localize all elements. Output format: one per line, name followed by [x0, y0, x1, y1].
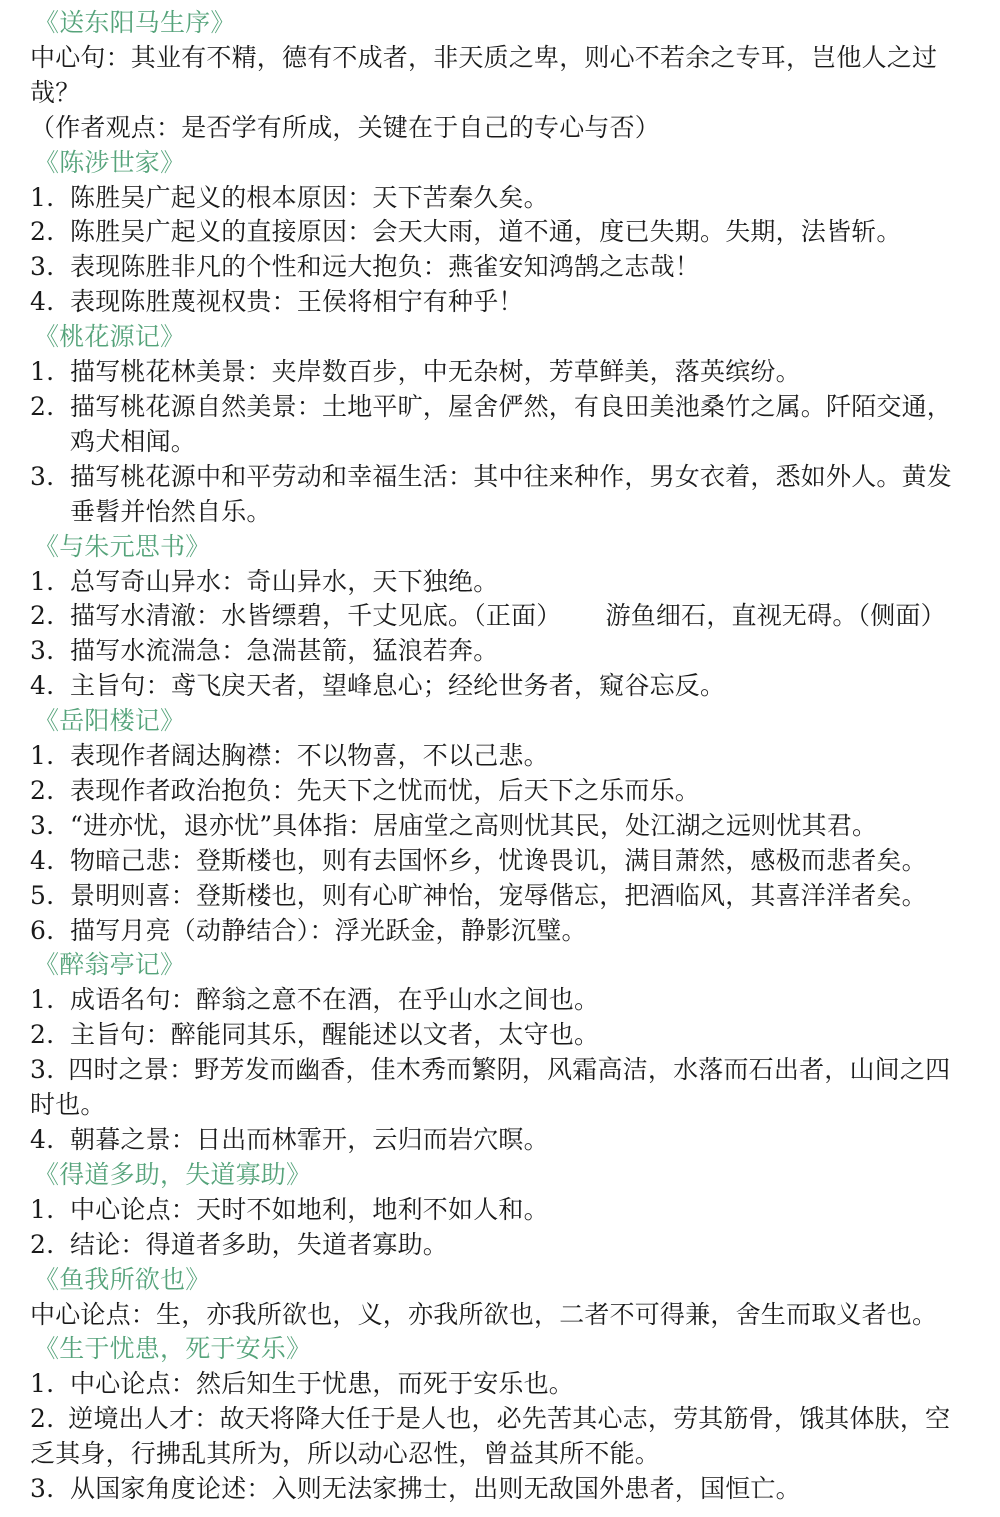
- item-number: 1.: [30, 566, 55, 596]
- item-number: 3.: [30, 252, 55, 282]
- paragraph: 中心句：其业有不精，德有不成者，非天质之卑，则心不若余之专耳，岂他人之过哉？: [30, 42, 938, 107]
- item-text: 中心论点：天时不如地利，地利不如人和。: [70, 1194, 549, 1224]
- item-number: 6.: [30, 915, 55, 945]
- item-number: 3.: [30, 461, 55, 491]
- item-text: 陈胜吴广起义的直接原因：会天大雨，道不通，度已失期。失期，法皆斩。: [70, 217, 902, 247]
- item-text: 主旨句：鸢飞戾天者，望峰息心；经纶世务者，窥谷忘反。: [70, 671, 726, 701]
- list-item: [30, 390, 970, 460]
- item-text: 景明则喜：登斯楼也，则有心旷神怡，宠辱偕忘，把酒临风，其喜洋洋者矣。: [70, 880, 927, 910]
- item-number: 5.: [30, 880, 55, 910]
- list-item: [30, 879, 970, 914]
- item-text: 物暗己悲：登斯楼也，则有去国怀乡，忧谗畏讥，满目萧然，感极而悲者矣。: [70, 845, 927, 875]
- list-item: [30, 1018, 970, 1053]
- list-item: [30, 1123, 970, 1158]
- list-item: [30, 1472, 970, 1507]
- paragraph: 中心论点：生，亦我所欲也，义，亦我所欲也，二者不可得兼，舍生而取义者也。: [30, 1299, 938, 1329]
- list-item: [30, 599, 970, 634]
- section-title: 《生于忧患，死于安乐》: [34, 1334, 312, 1364]
- item-number: 4.: [30, 287, 55, 317]
- section-title: 《与朱元思书》: [34, 531, 211, 561]
- item-text: 描写水流湍急：急湍甚箭，猛浪若奔。: [70, 636, 499, 666]
- item-text-main: 描写水清澈：水皆缥碧，千丈见底。（正面）: [70, 601, 562, 631]
- item-text: 从国家角度论述：入则无法家拂士，出则无敌国外患者，国恒亡。: [70, 1474, 801, 1504]
- item-text: 表现作者阔达胸襟：不以物喜，不以己悲。: [70, 741, 549, 771]
- item-number: 4.: [30, 1125, 55, 1154]
- item-text: 描写月亮（动静结合）：浮光跃金，静影沉璧。: [70, 915, 587, 945]
- list-item: [30, 1228, 970, 1263]
- item-text: “进亦忧，退亦忧”具体指：居庙堂之高则忧其民，处江湖之远则忧其君。: [70, 810, 878, 840]
- item-number: 2.: [30, 217, 55, 247]
- item-text: 逆境出人才：故天将降大任于是人也，必先苦其心志，劳其筋骨，饿其体肤，空乏其身，行拂乱其所为，所以动心忍性，曾益其所不能。: [30, 1404, 951, 1469]
- item-number: 3.: [30, 636, 55, 666]
- item-text-extra: 游鱼细石，直视无碍。（侧面）: [605, 601, 946, 631]
- list-item: [30, 460, 970, 530]
- item-text: 四时之景：野芳发而幽香，佳木秀而繁阴，风霜高洁，水落而石出者，山间之四时也。: [30, 1055, 951, 1120]
- list-item: [30, 565, 970, 600]
- list-item: [30, 809, 970, 844]
- item-number: 4.: [30, 671, 55, 701]
- item-text: 结论：得道者多助，失道者寡助。: [70, 1229, 449, 1259]
- item-number: 2.: [30, 775, 55, 805]
- item-number: 3.: [30, 810, 55, 840]
- list-item: [30, 1053, 970, 1123]
- item-number: 2.: [30, 391, 55, 421]
- item-number: 1.: [30, 985, 55, 1015]
- list-item: [30, 669, 970, 704]
- item-text: 成语名句：醉翁之意不在酒，在乎山水之间也。: [70, 985, 600, 1015]
- item-text: 描写桃花林美景：夹岸数百步，中无杂树，芳草鲜美，落英缤纷。: [70, 357, 801, 387]
- item-number: 3.: [30, 1474, 55, 1504]
- item-text: 中心论点：然后知生于忧患，而死于安乐也。: [70, 1369, 575, 1399]
- item-number: 1.: [30, 1194, 55, 1224]
- item-number: 2.: [30, 1404, 55, 1434]
- item-text: 描写桃花源自然美景：土地平旷，屋舍俨然，有良田美池桑竹之属。阡陌交通，鸡犬相闻。: [70, 391, 953, 456]
- list-item: [30, 844, 970, 879]
- list-item: [30, 250, 970, 285]
- item-number: 1.: [30, 1369, 55, 1399]
- item-text: 陈胜吴广起义的根本原因：天下苦秦久矣。: [70, 182, 549, 212]
- list-item: [30, 355, 970, 390]
- item-number: 2.: [30, 1020, 55, 1050]
- item-number: 2.: [30, 1229, 55, 1259]
- item-text: 朝暮之景：日出而林霏开，云归而岩穴暝。: [70, 1125, 549, 1154]
- section-title: 《醉翁亭记》: [34, 950, 186, 980]
- section-title: 《鱼我所欲也》: [34, 1264, 211, 1294]
- item-text: 表现陈胜蔑视权贵：王侯将相宁有种乎！: [70, 287, 524, 317]
- list-item: [30, 1193, 970, 1228]
- item-text: 描写桃花源中和平劳动和幸福生活：其中往来种作，男女衣着，悉如外人。黄发垂髫并怡然自乐。: [70, 461, 953, 526]
- section-title: 《陈涉世家》: [34, 147, 186, 177]
- list-item: [30, 1402, 970, 1472]
- list-item: [30, 634, 970, 669]
- item-number: 3.: [30, 1055, 55, 1085]
- section-title: 《岳阳楼记》: [34, 706, 186, 736]
- item-text: 表现陈胜非凡的个性和远大抱负：燕雀安知鸿鹄之志哉！: [70, 252, 701, 282]
- list-item: [30, 983, 970, 1018]
- item-number: 4.: [30, 845, 55, 875]
- item-text: 总写奇山异水：奇山异水，天下独绝。: [70, 566, 499, 596]
- item-text: [70, 599, 970, 634]
- item-number: 1.: [30, 182, 55, 212]
- section-title: 《送东阳马生序》: [34, 8, 236, 37]
- section-title: 《桃花源记》: [34, 322, 186, 352]
- item-text: 表现作者政治抱负：先天下之忧而忧，后天下之乐而乐。: [70, 775, 701, 805]
- item-number: 1.: [30, 741, 55, 771]
- list-item: [30, 774, 970, 809]
- list-item: [30, 215, 970, 250]
- list-item: [30, 285, 970, 320]
- item-text: 主旨句：醉能同其乐，醒能述以文者，太守也。: [70, 1020, 600, 1050]
- list-item: [30, 914, 970, 949]
- item-number: 2.: [30, 601, 55, 631]
- list-item: [30, 739, 970, 774]
- list-item: [30, 181, 970, 216]
- paragraph: （作者观点：是否学有所成，关键在于自己的专心与否）: [30, 112, 661, 142]
- list-item: [30, 1367, 970, 1402]
- section-title: 《得道多助，失道寡助》: [34, 1159, 312, 1189]
- item-number: 1.: [30, 357, 55, 387]
